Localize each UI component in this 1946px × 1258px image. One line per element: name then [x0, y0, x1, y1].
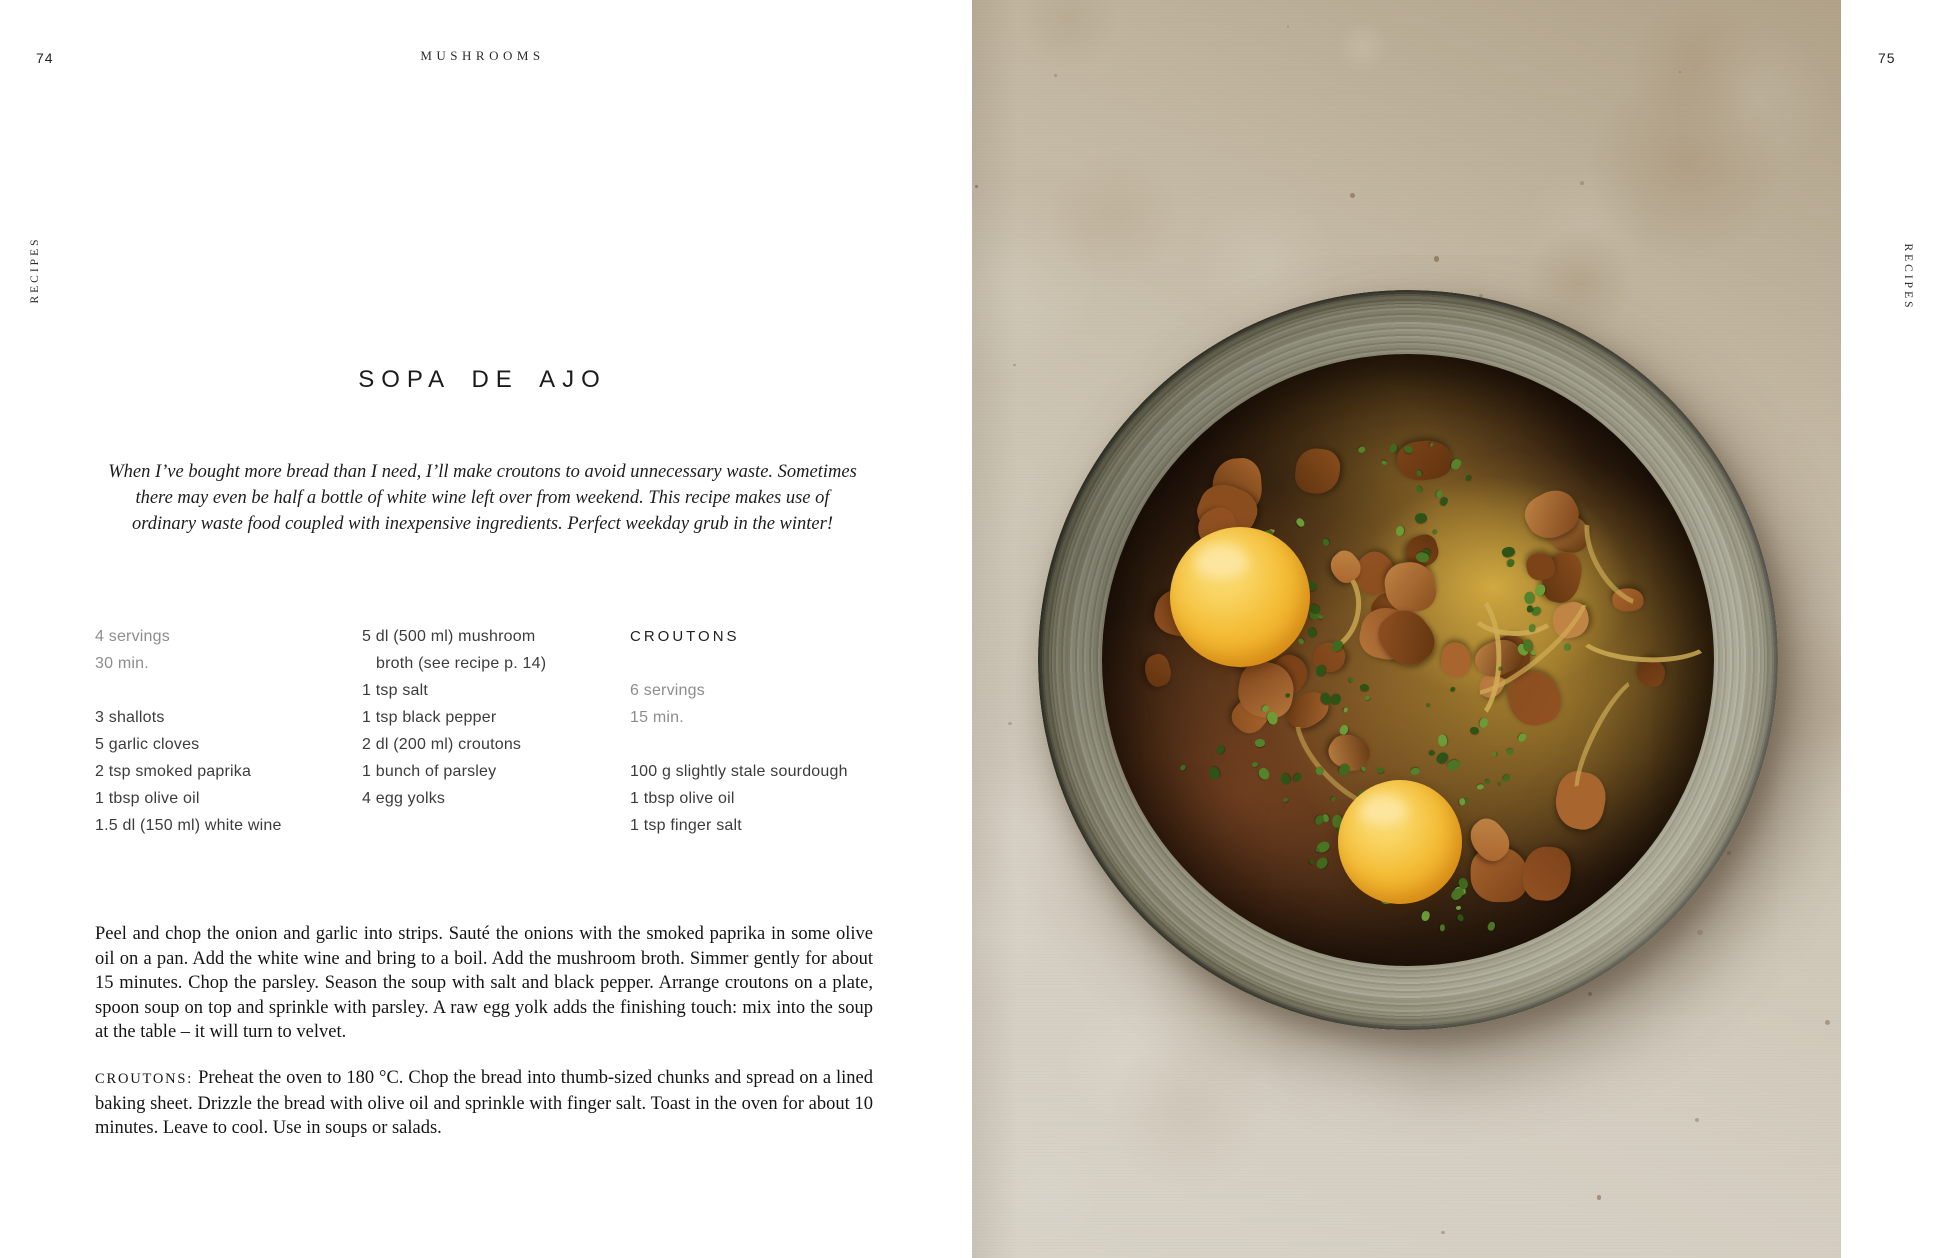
soup-photo: [972, 0, 1841, 1258]
gutter-shade: [972, 0, 1018, 1258]
parsley-fleck: [1315, 664, 1326, 677]
intro-line: there may even be half a bottle of white wine left over from weekend. This recipe makes use of: [135, 488, 830, 508]
parsley-fleck: [1502, 773, 1512, 783]
crouton: [1141, 651, 1174, 689]
parsley-fleck: [1382, 461, 1387, 465]
parsley-fleck: [1492, 752, 1496, 757]
parsley-fleck: [1359, 683, 1369, 691]
page-number-left: 74: [36, 50, 54, 66]
stone-speck: [1287, 25, 1290, 28]
parsley-fleck: [1459, 798, 1466, 806]
parsley-fleck: [1321, 537, 1330, 547]
method-lead-label: CROUTONS:: [95, 1071, 194, 1087]
stone-speck: [1597, 1195, 1602, 1200]
parsley-fleck: [1254, 738, 1265, 747]
recipe-title: SOPA DE AJO: [358, 366, 607, 393]
time-label: 30 min.: [95, 655, 149, 672]
parsley-fleck: [1528, 624, 1534, 632]
ingredient-item: 1 tbsp olive oil: [630, 790, 735, 807]
ingredient-column-3: [630, 623, 870, 839]
parsley-fleck: [1349, 677, 1354, 683]
ingredient-item: 1 tsp black pepper: [362, 709, 497, 726]
parsley-fleck: [1445, 758, 1461, 773]
stone-blotch: [999, 0, 1138, 90]
onion-sliver: [1561, 669, 1659, 809]
stone-blotch: [1023, 123, 1206, 306]
stone-speck: [1825, 1020, 1830, 1025]
ingredient-item: 3 shallots: [95, 709, 165, 726]
parsley-fleck: [1440, 496, 1449, 506]
parsley-fleck: [1465, 474, 1472, 482]
parsley-fleck: [1283, 797, 1289, 802]
parsley-fleck: [1309, 859, 1316, 866]
parsley-fleck: [1479, 717, 1489, 728]
parsley-fleck: [1331, 796, 1337, 802]
time-label: 15 min.: [630, 709, 684, 726]
ingredient-item: 1 tsp salt: [362, 682, 429, 699]
ingredient-column-2: [362, 623, 630, 839]
parsley-fleck: [1507, 558, 1515, 567]
parsley-fleck: [1428, 750, 1436, 757]
ingredient-item: 2 tsp smoked paprika: [95, 763, 252, 780]
servings-label: 4 servings: [95, 628, 170, 645]
crouton: [1521, 845, 1572, 902]
spacer: [95, 677, 362, 704]
ingredient-item: 1 tsp finger salt: [630, 817, 742, 834]
running-head: MUSHROOMS: [420, 48, 545, 63]
onion-sliver: [1572, 602, 1714, 667]
method-text: [95, 1066, 873, 1141]
parsley-fleck: [1500, 546, 1515, 559]
soup-bowl: [1038, 290, 1778, 1030]
spacer: [630, 731, 870, 758]
parsley-fleck: [1477, 783, 1485, 790]
parsley-fleck: [1485, 780, 1491, 785]
method-paragraph-1: [95, 922, 873, 1045]
parsley-fleck: [1426, 703, 1431, 708]
stone-speck: [1054, 74, 1056, 76]
side-label-left: RECIPES: [29, 236, 41, 304]
parsley-fleck: [1389, 443, 1398, 453]
method-paragraph-2: [95, 1066, 873, 1141]
parsley-fleck: [1251, 760, 1259, 768]
parsley-fleck: [1292, 772, 1303, 783]
parsley-fleck: [1450, 457, 1463, 470]
ingredient-item: 100 g slightly stale sourdough: [630, 763, 848, 780]
ingredient-item: 4 egg yolks: [362, 790, 446, 807]
stone-speck: [1350, 193, 1355, 198]
parsley-fleck: [1180, 763, 1187, 771]
parsley-fleck: [1497, 781, 1502, 786]
egg-yolk-1: [1170, 527, 1310, 667]
parsley-fleck: [1357, 446, 1366, 455]
stone-speck: [1588, 992, 1592, 996]
soup-surface: [1102, 354, 1714, 966]
servings-label: 6 servings: [630, 682, 705, 699]
parsley-fleck: [1414, 511, 1428, 524]
sub-recipe-header: CROUTONS: [630, 628, 740, 645]
parsley-fleck: [1456, 913, 1465, 922]
stone-speck: [1434, 256, 1439, 261]
recipe-intro: [95, 459, 870, 537]
ingredient-item: 5 garlic cloves: [95, 736, 200, 753]
stone-speck: [1697, 930, 1702, 935]
parsley-fleck: [1365, 695, 1371, 701]
method-text: Peel and chop the onion and garlic into strips. Sauté the onions with the smoked paprika in some olive oil on a pan. Add the white wine and bring to a boil. Add the mushroom broth. Simmer gently for about 15 minutes. Chop the parsley. Season the soup with salt and black pepper. Arrange croutons on a plate, spoon soup on top and sprinkle with parsley. A raw egg yolk adds the finishing touch: mix into the soup at the table – it will turn to velvet.: [95, 924, 873, 1043]
parsley-fleck: [1422, 911, 1431, 921]
parsley-fleck: [1531, 651, 1536, 655]
parsley-fleck: [1257, 766, 1273, 782]
parsley-fleck: [1455, 905, 1461, 910]
parsley-fleck: [1279, 773, 1292, 787]
parsley-fleck: [1415, 486, 1423, 494]
parsley-fleck: [1517, 732, 1527, 743]
parsley-fleck: [1315, 855, 1330, 871]
stone-speck: [1695, 1118, 1699, 1122]
parsley-fleck: [1564, 643, 1570, 651]
parsley-fleck: [1505, 749, 1513, 756]
parsley-fleck: [1469, 727, 1478, 735]
stone-speck: [1727, 851, 1731, 855]
intro-line: ordinary waste food coupled with inexpensive ingredients. Perfect weekday grub in the winter!: [132, 514, 833, 534]
ingredient-item: 1.5 dl (150 ml) white wine: [95, 817, 282, 834]
parsley-fleck: [1439, 924, 1445, 931]
parsley-fleck: [1215, 744, 1226, 755]
ingredient-item-continued: broth (see recipe p. 14): [376, 655, 547, 672]
egg-yolk-2: [1338, 780, 1462, 904]
spacer: [630, 650, 870, 677]
parsley-fleck: [1410, 767, 1420, 776]
method-body: Preheat the oven to 180 °C. Chop the bread into thumb-sized chunks and spread on a lined baking sheet. Drizzle the bread with olive oil and sprinkle with finger salt. Toast in the oven for about 10 minutes. Leave to cool. Use in soups or salads.: [95, 1068, 873, 1139]
ingredient-item: 1 bunch of parsley: [362, 763, 497, 780]
intro-line: When I’ve bought more bread than I need, I’ll make croutons to avoid unnecessary waste. Sometimes: [108, 462, 857, 482]
parsley-fleck: [1295, 517, 1306, 528]
parsley-fleck: [1416, 552, 1430, 563]
ingredient-item: 2 dl (200 ml) croutons: [362, 736, 522, 753]
crouton: [1396, 437, 1454, 482]
parsley-fleck: [1487, 921, 1496, 931]
parsley-fleck: [1526, 605, 1533, 613]
parsley-fleck: [1437, 734, 1448, 747]
ingredient-item: 1 tbsp olive oil: [95, 790, 200, 807]
parsley-fleck: [1433, 529, 1438, 535]
ingredient-item: 5 dl (500 ml) mushroom: [362, 628, 536, 645]
stone-speck: [1441, 1231, 1445, 1235]
parsley-fleck: [1396, 526, 1404, 536]
ingredient-columns: [95, 623, 870, 839]
page-number-right: 75: [1878, 50, 1896, 66]
parsley-fleck: [1207, 765, 1222, 781]
stone-blotch: [1327, 11, 1398, 82]
side-label-right: RECIPES: [1902, 243, 1914, 311]
crouton: [1293, 445, 1342, 495]
ingredient-column-1: [95, 623, 362, 839]
